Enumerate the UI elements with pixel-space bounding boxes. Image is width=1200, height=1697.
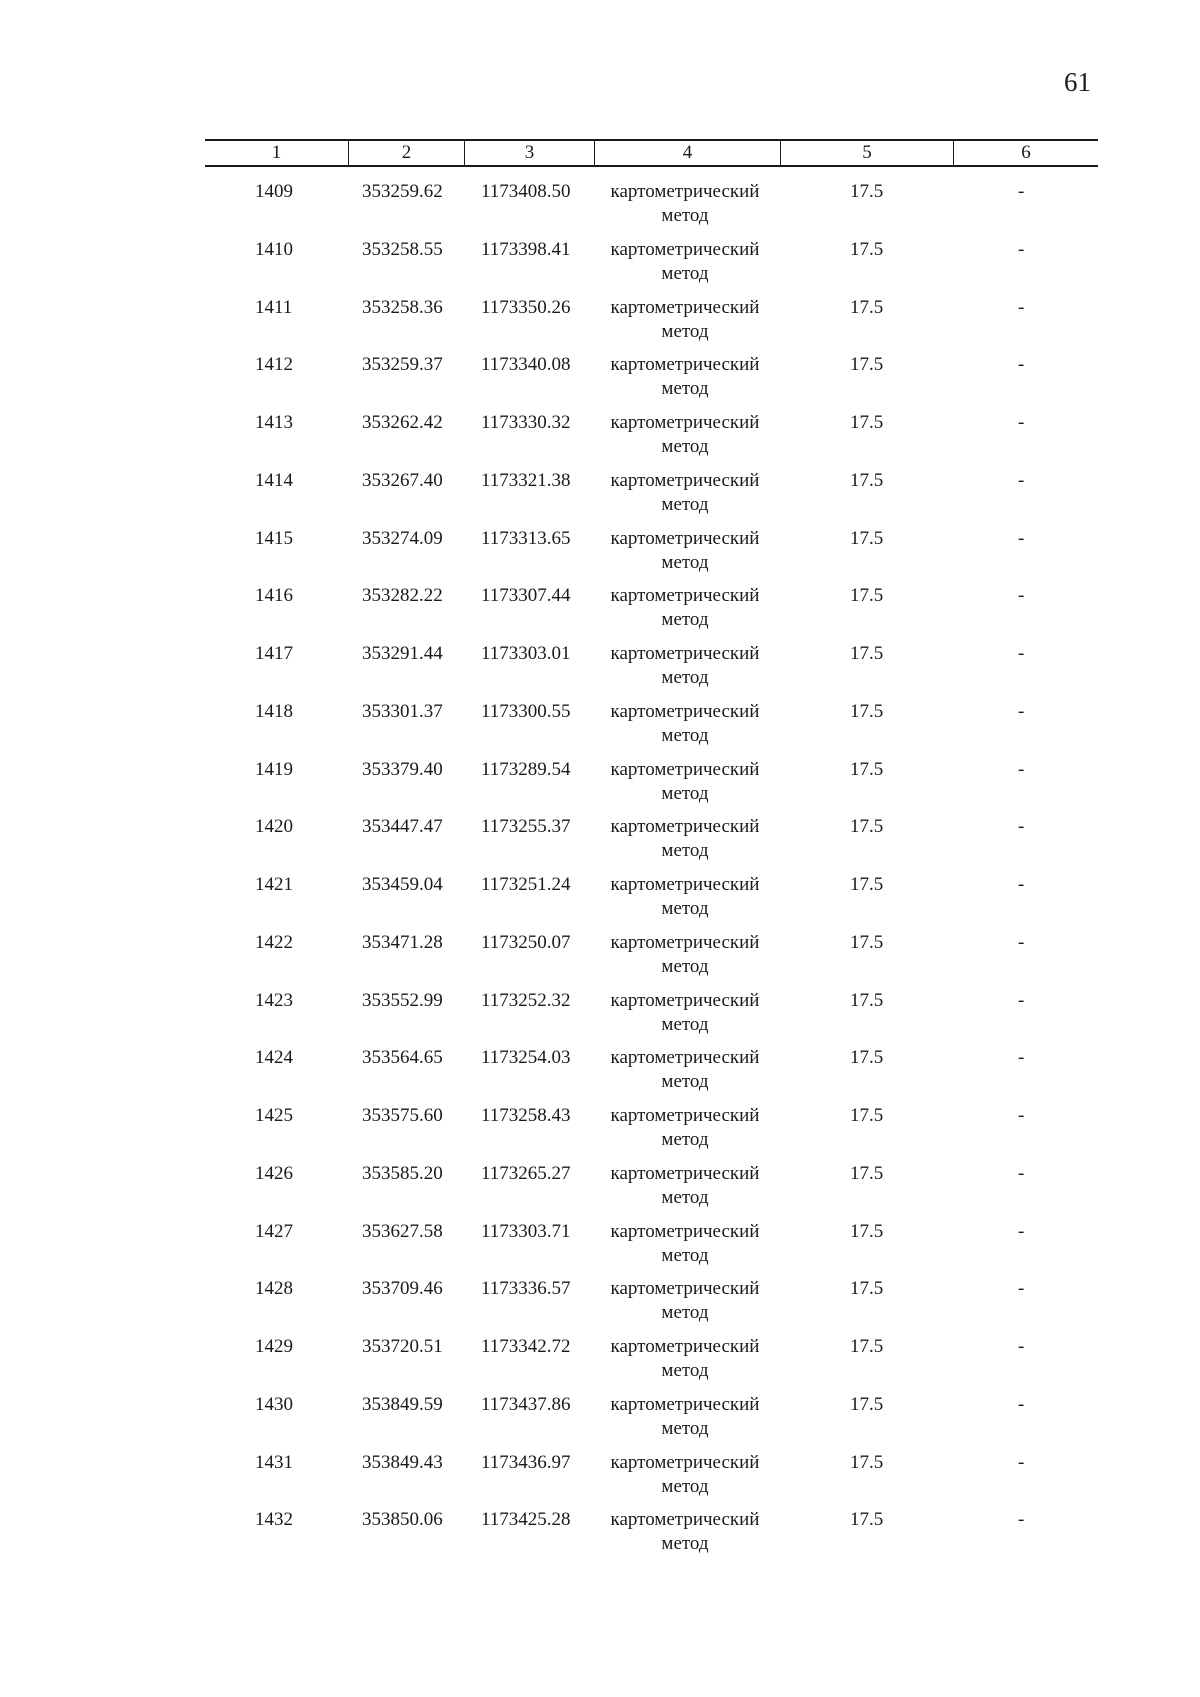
table-row <box>0 1220 1200 1278</box>
coordinate-x: 353282.22 <box>362 585 443 607</box>
note-value: - <box>1018 238 1025 260</box>
note-value: - <box>1018 931 1025 953</box>
coordinate-y: 1173252.32 <box>481 989 571 1011</box>
note-value: - <box>1018 1393 1025 1415</box>
coordinate-y: 1173313.65 <box>481 527 571 549</box>
table-row <box>0 758 1200 816</box>
note-value: - <box>1018 874 1025 895</box>
precision-value: 17.5 <box>850 1336 884 1357</box>
coordinate-x: 353274.09 <box>362 527 443 549</box>
table-row <box>0 1335 1200 1393</box>
method-text: картометрический <box>610 527 760 549</box>
point-number: 1417 <box>255 643 293 664</box>
header-col-2: 2 <box>348 141 464 165</box>
method-cell <box>605 989 765 1037</box>
method-cell <box>605 584 765 632</box>
coordinate-y: 1173251.24 <box>481 874 571 895</box>
method-text: картометрический <box>610 1509 760 1531</box>
point-number: 1420 <box>255 816 293 838</box>
point-number: 1427 <box>255 1220 293 1242</box>
method-text: метод <box>661 262 709 284</box>
table-row <box>0 411 1200 469</box>
point-number: 1415 <box>255 527 293 549</box>
table-row <box>0 353 1200 411</box>
coordinate-y: 1173425.28 <box>481 1509 571 1531</box>
method-text: метод <box>661 1533 709 1555</box>
method-cell <box>605 1508 765 1556</box>
coordinate-y: 1173436.97 <box>481 1451 571 1473</box>
coordinate-x: 353267.40 <box>362 469 443 491</box>
point-number: 1423 <box>255 989 293 1011</box>
method-text: картометрический <box>610 354 760 376</box>
method-text: метод <box>661 1244 709 1266</box>
method-text: картометрический <box>610 1220 760 1242</box>
method-cell <box>605 1393 765 1441</box>
method-text: картометрический <box>610 931 760 953</box>
note-value: - <box>1018 1278 1025 1300</box>
method-text: картометрический <box>610 412 760 433</box>
precision-value: 17.5 <box>850 181 884 202</box>
point-number: 1419 <box>255 758 293 780</box>
table-row <box>0 642 1200 700</box>
method-text: картометрический <box>610 700 760 722</box>
note-value: - <box>1018 469 1025 491</box>
method-text: картометрический <box>610 1451 760 1473</box>
precision-value: 17.5 <box>850 585 884 607</box>
coordinate-x: 353459.04 <box>362 874 443 895</box>
method-cell <box>605 758 765 806</box>
method-text: картометрический <box>610 643 760 664</box>
precision-value: 17.5 <box>850 238 884 260</box>
coordinate-x: 353259.62 <box>362 181 443 202</box>
table-row <box>0 527 1200 585</box>
method-text: метод <box>661 205 709 226</box>
method-text: метод <box>661 1186 709 1208</box>
method-text: метод <box>661 898 709 919</box>
precision-value: 17.5 <box>850 354 884 376</box>
method-cell <box>605 1335 765 1383</box>
header-col-6: 6 <box>953 141 1098 165</box>
point-number: 1412 <box>255 354 293 376</box>
method-text: метод <box>661 724 709 746</box>
precision-value: 17.5 <box>850 1278 884 1300</box>
precision-value: 17.5 <box>850 1220 884 1242</box>
method-cell <box>605 931 765 979</box>
method-text: картометрический <box>610 816 760 838</box>
table-row <box>0 873 1200 931</box>
coordinate-x: 353262.42 <box>362 412 443 433</box>
method-text: метод <box>661 1302 709 1324</box>
method-text: картометрический <box>610 181 760 202</box>
coordinate-y: 1173408.50 <box>481 181 571 202</box>
table-row <box>0 1277 1200 1335</box>
method-text: картометрический <box>610 1278 760 1300</box>
coordinate-y: 1173340.08 <box>481 354 571 376</box>
point-number: 1432 <box>255 1509 293 1531</box>
method-text: метод <box>661 1129 709 1150</box>
method-text: картометрический <box>610 874 760 895</box>
note-value: - <box>1018 354 1025 376</box>
table-row <box>0 469 1200 527</box>
header-col-4: 4 <box>594 141 780 165</box>
coordinate-y: 1173303.71 <box>481 1220 571 1242</box>
header-col-5: 5 <box>780 141 953 165</box>
method-cell <box>605 1220 765 1268</box>
method-text: картометрический <box>610 585 760 607</box>
method-cell <box>605 296 765 344</box>
coordinate-x: 353720.51 <box>362 1336 443 1357</box>
note-value: - <box>1018 412 1025 433</box>
coordinate-x: 353471.28 <box>362 931 443 953</box>
note-value: - <box>1018 296 1025 318</box>
point-number: 1426 <box>255 1162 293 1184</box>
coordinate-y: 1173254.03 <box>481 1047 571 1069</box>
coordinate-x: 353575.60 <box>362 1105 443 1126</box>
point-number: 1409 <box>255 181 293 202</box>
table-row <box>0 989 1200 1047</box>
method-text: метод <box>661 782 709 804</box>
method-text: метод <box>661 551 709 573</box>
coordinate-x: 353259.37 <box>362 354 443 376</box>
point-number: 1418 <box>255 700 293 722</box>
method-cell <box>605 700 765 748</box>
precision-value: 17.5 <box>850 816 884 838</box>
note-value: - <box>1018 989 1025 1011</box>
point-number: 1411 <box>255 296 293 318</box>
coordinate-x: 353849.43 <box>362 1451 443 1473</box>
precision-value: 17.5 <box>850 296 884 318</box>
method-text: метод <box>661 840 709 862</box>
table-row <box>0 296 1200 354</box>
method-text: картометрический <box>610 989 760 1011</box>
precision-value: 17.5 <box>850 1451 884 1473</box>
page-number: 61 <box>1064 67 1091 97</box>
method-text: метод <box>661 667 709 688</box>
note-value: - <box>1018 1162 1025 1184</box>
coordinate-y: 1173307.44 <box>481 585 571 607</box>
table-row <box>0 180 1200 238</box>
method-text: метод <box>661 378 709 400</box>
method-text: метод <box>661 1475 709 1497</box>
table-row <box>0 1451 1200 1509</box>
method-text: метод <box>661 955 709 977</box>
point-number: 1428 <box>255 1278 293 1300</box>
coordinate-x: 353709.46 <box>362 1278 443 1300</box>
method-text: картометрический <box>610 758 760 780</box>
method-text: картометрический <box>610 1047 760 1069</box>
coordinate-x: 353552.99 <box>362 989 443 1011</box>
note-value: - <box>1018 1509 1025 1531</box>
method-cell <box>605 1162 765 1210</box>
table-row <box>0 931 1200 989</box>
coordinate-y: 1173437.86 <box>481 1393 571 1415</box>
coordinate-x: 353379.40 <box>362 758 443 780</box>
table-row <box>0 1046 1200 1104</box>
coordinate-y: 1173258.43 <box>481 1105 571 1126</box>
precision-value: 17.5 <box>850 758 884 780</box>
header-col-1: 1 <box>271 142 282 163</box>
method-text: метод <box>661 1013 709 1035</box>
precision-value: 17.5 <box>850 931 884 953</box>
note-value: - <box>1018 816 1025 838</box>
precision-value: 17.5 <box>850 469 884 491</box>
precision-value: 17.5 <box>850 989 884 1011</box>
note-value: - <box>1018 758 1025 780</box>
note-value: - <box>1018 643 1025 664</box>
method-cell <box>605 1104 765 1152</box>
table-row <box>0 238 1200 296</box>
method-text: метод <box>661 1360 709 1381</box>
coordinate-y: 1173330.32 <box>481 412 571 433</box>
precision-value: 17.5 <box>850 1047 884 1069</box>
method-cell <box>605 180 765 228</box>
method-cell <box>605 411 765 459</box>
table-row <box>0 1508 1200 1566</box>
table-row <box>0 700 1200 758</box>
coordinate-x: 353850.06 <box>362 1509 443 1531</box>
note-value: - <box>1018 1047 1025 1069</box>
coordinate-y: 1173336.57 <box>481 1278 571 1300</box>
coordinate-y: 1173300.55 <box>481 700 571 722</box>
note-value: - <box>1018 1336 1025 1357</box>
method-text: картометрический <box>610 1336 760 1357</box>
precision-value: 17.5 <box>850 1509 884 1531</box>
note-value: - <box>1018 527 1025 549</box>
point-number: 1429 <box>255 1336 293 1357</box>
method-text: метод <box>661 1071 709 1093</box>
coordinate-y: 1173342.72 <box>481 1336 571 1357</box>
table-body <box>0 180 1200 1566</box>
precision-value: 17.5 <box>850 1162 884 1184</box>
precision-value: 17.5 <box>850 700 884 722</box>
point-number: 1425 <box>255 1105 293 1126</box>
point-number: 1430 <box>255 1393 293 1415</box>
method-text: картометрический <box>610 238 760 260</box>
note-value: - <box>1018 1105 1025 1126</box>
precision-value: 17.5 <box>850 1105 884 1126</box>
table-row <box>0 584 1200 642</box>
method-cell <box>605 1451 765 1499</box>
method-text: картометрический <box>610 1393 760 1415</box>
method-text: метод <box>661 493 709 515</box>
precision-value: 17.5 <box>850 643 884 664</box>
point-number: 1421 <box>255 874 293 895</box>
coordinate-x: 353585.20 <box>362 1162 443 1184</box>
point-number: 1416 <box>255 585 293 607</box>
method-text: метод <box>661 320 709 342</box>
method-cell <box>605 469 765 517</box>
coordinate-y: 1173250.07 <box>481 931 571 953</box>
method-cell <box>605 527 765 575</box>
point-number: 1410 <box>255 238 293 260</box>
table-header <box>205 139 1098 167</box>
coordinate-x: 353627.58 <box>362 1220 443 1242</box>
coordinate-y: 1173289.54 <box>481 758 571 780</box>
coordinate-y: 1173398.41 <box>481 238 571 260</box>
precision-value: 17.5 <box>850 412 884 433</box>
coordinate-x: 353258.55 <box>362 238 443 260</box>
method-cell <box>605 1046 765 1094</box>
note-value: - <box>1018 700 1025 722</box>
method-text: картометрический <box>610 1105 760 1126</box>
point-number: 1424 <box>255 1047 293 1069</box>
table-row <box>0 1393 1200 1451</box>
note-value: - <box>1018 585 1025 607</box>
method-text: метод <box>661 436 709 457</box>
precision-value: 17.5 <box>850 874 884 895</box>
method-text: картометрический <box>610 1162 760 1184</box>
method-cell <box>605 873 765 921</box>
coordinate-x: 353291.44 <box>362 643 443 664</box>
table-row <box>0 1104 1200 1162</box>
note-value: - <box>1018 1220 1025 1242</box>
coordinate-x: 353447.47 <box>362 816 443 838</box>
coordinate-y: 1173350.26 <box>481 296 571 318</box>
method-cell <box>605 238 765 286</box>
method-text: картометрический <box>610 469 760 491</box>
point-number: 1413 <box>255 412 293 433</box>
coordinate-x: 353258.36 <box>362 296 443 318</box>
point-number: 1414 <box>255 469 293 491</box>
method-text: картометрический <box>610 296 760 318</box>
method-cell <box>605 353 765 401</box>
precision-value: 17.5 <box>850 527 884 549</box>
header-col-3: 3 <box>464 141 594 165</box>
coordinate-x: 353849.59 <box>362 1393 443 1415</box>
table-row <box>0 1162 1200 1220</box>
method-text: метод <box>661 1417 709 1439</box>
note-value: - <box>1018 181 1025 202</box>
point-number: 1431 <box>255 1451 293 1473</box>
coordinate-y: 1173265.27 <box>481 1162 571 1184</box>
method-text: метод <box>661 609 709 631</box>
method-cell <box>605 815 765 863</box>
point-number: 1422 <box>255 931 293 953</box>
coordinate-y: 1173303.01 <box>481 643 571 664</box>
note-value: - <box>1018 1451 1025 1473</box>
method-cell <box>605 642 765 690</box>
coordinate-x: 353564.65 <box>362 1047 443 1069</box>
method-cell <box>605 1277 765 1325</box>
table-row <box>0 815 1200 873</box>
coordinate-x: 353301.37 <box>362 700 443 722</box>
coordinate-y: 1173321.38 <box>481 469 571 491</box>
coordinate-y: 1173255.37 <box>481 816 571 838</box>
precision-value: 17.5 <box>850 1393 884 1415</box>
